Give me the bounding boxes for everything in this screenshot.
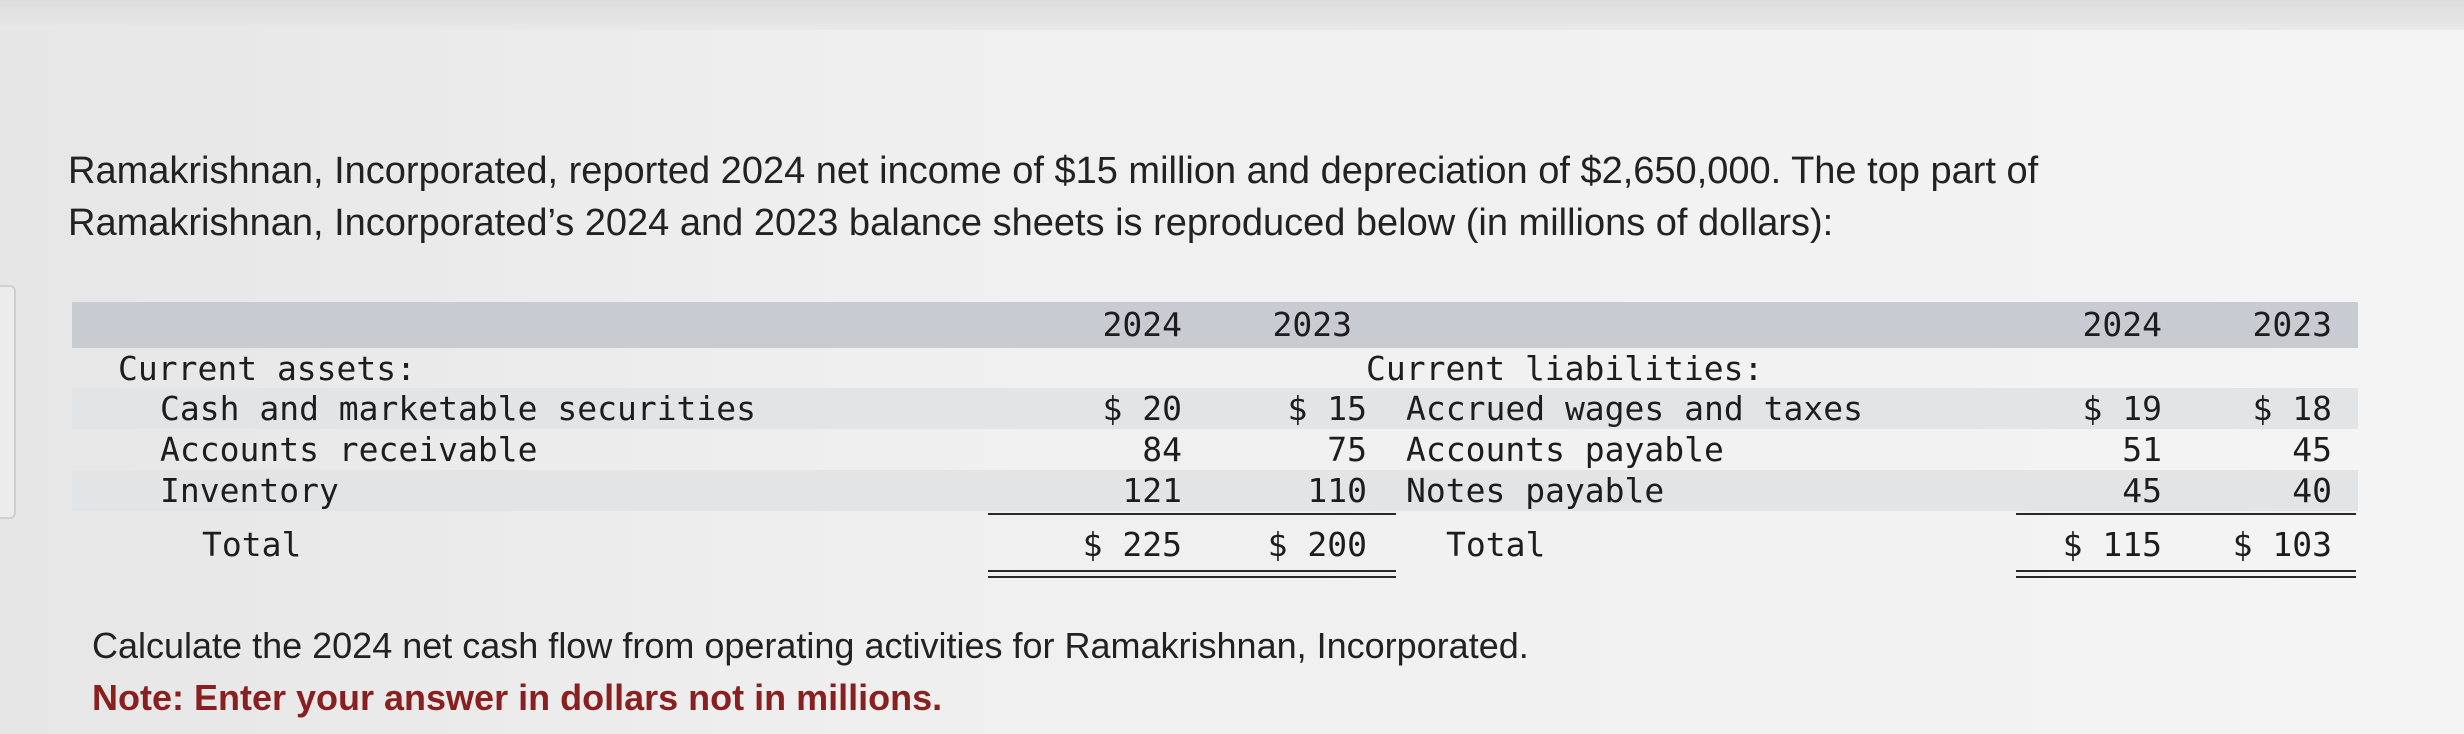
- intro-line-2: Ramakrishnan, Incorporated’s 2024 and 2023 balance sheets is reproduced below (in millions of dollars):: [68, 202, 1834, 244]
- assets-total-2024: $ 225: [1082, 525, 1182, 564]
- assets-subtotal-rule: [988, 513, 1396, 515]
- liabilities-heading: Current liabilities:: [1366, 349, 1764, 388]
- question-note: Note: Enter your answer in dollars not in millions.: [92, 677, 943, 718]
- asset-value-2023: $ 15: [1287, 389, 1367, 428]
- liabilities-year-2024: 2024: [2082, 305, 2162, 344]
- side-panel-tab[interactable]: [0, 285, 16, 519]
- liabilities-total-label: Total: [1446, 525, 1546, 564]
- liability-row-label: Accounts payable: [1406, 430, 1724, 469]
- asset-value-2024: 121: [1122, 471, 1182, 510]
- asset-value-2023: 110: [1307, 471, 1367, 510]
- asset-row-label: Inventory: [160, 471, 339, 510]
- asset-value-2024: $ 20: [1102, 389, 1182, 428]
- assets-total-double-rule-bottom: [988, 576, 1396, 578]
- liability-value-2023: 40: [2292, 471, 2332, 510]
- asset-row-label: Cash and marketable securities: [160, 389, 757, 428]
- asset-value-2024: 84: [1142, 430, 1182, 469]
- question-text: Calculate the 2024 net cash flow from operating activities for Ramakrishnan, Incorporated.: [92, 625, 1529, 666]
- assets-year-2023: 2023: [1272, 305, 1352, 344]
- liabilities-total-2024: $ 115: [2062, 525, 2162, 564]
- liabilities-total-double-rule-top: [2016, 570, 2356, 572]
- assets-total-2023: $ 200: [1267, 525, 1367, 564]
- question-block: [92, 620, 1529, 724]
- liabilities-year-2023: 2023: [2252, 305, 2332, 344]
- balance-sheet-table: [72, 302, 2358, 582]
- asset-row-label: Accounts receivable: [160, 430, 538, 469]
- asset-value-2023: 75: [1327, 430, 1367, 469]
- liabilities-total-double-rule-bottom: [2016, 576, 2356, 578]
- liability-value-2024: 51: [2122, 430, 2162, 469]
- liability-value-2023: $ 18: [2252, 389, 2332, 428]
- assets-total-label: Total: [202, 525, 302, 564]
- assets-heading: Current assets:: [118, 349, 417, 388]
- problem-intro: [68, 145, 2428, 249]
- liability-value-2024: $ 19: [2082, 389, 2162, 428]
- liabilities-total-2023: $ 103: [2232, 525, 2332, 564]
- liability-row-label: Notes payable: [1406, 471, 1665, 510]
- liability-value-2023: 45: [2292, 430, 2332, 469]
- assets-total-double-rule-top: [988, 570, 1396, 572]
- assets-year-2024: 2024: [1102, 305, 1182, 344]
- page-header-strip: [0, 0, 2464, 30]
- liabilities-subtotal-rule: [2016, 513, 2356, 515]
- liability-value-2024: 45: [2122, 471, 2162, 510]
- intro-line-1: Ramakrishnan, Incorporated, reported 2024 net income of $15 million and depreciation of $2,650,000. The top part of: [68, 150, 2039, 192]
- liability-row-label: Accrued wages and taxes: [1406, 389, 1863, 428]
